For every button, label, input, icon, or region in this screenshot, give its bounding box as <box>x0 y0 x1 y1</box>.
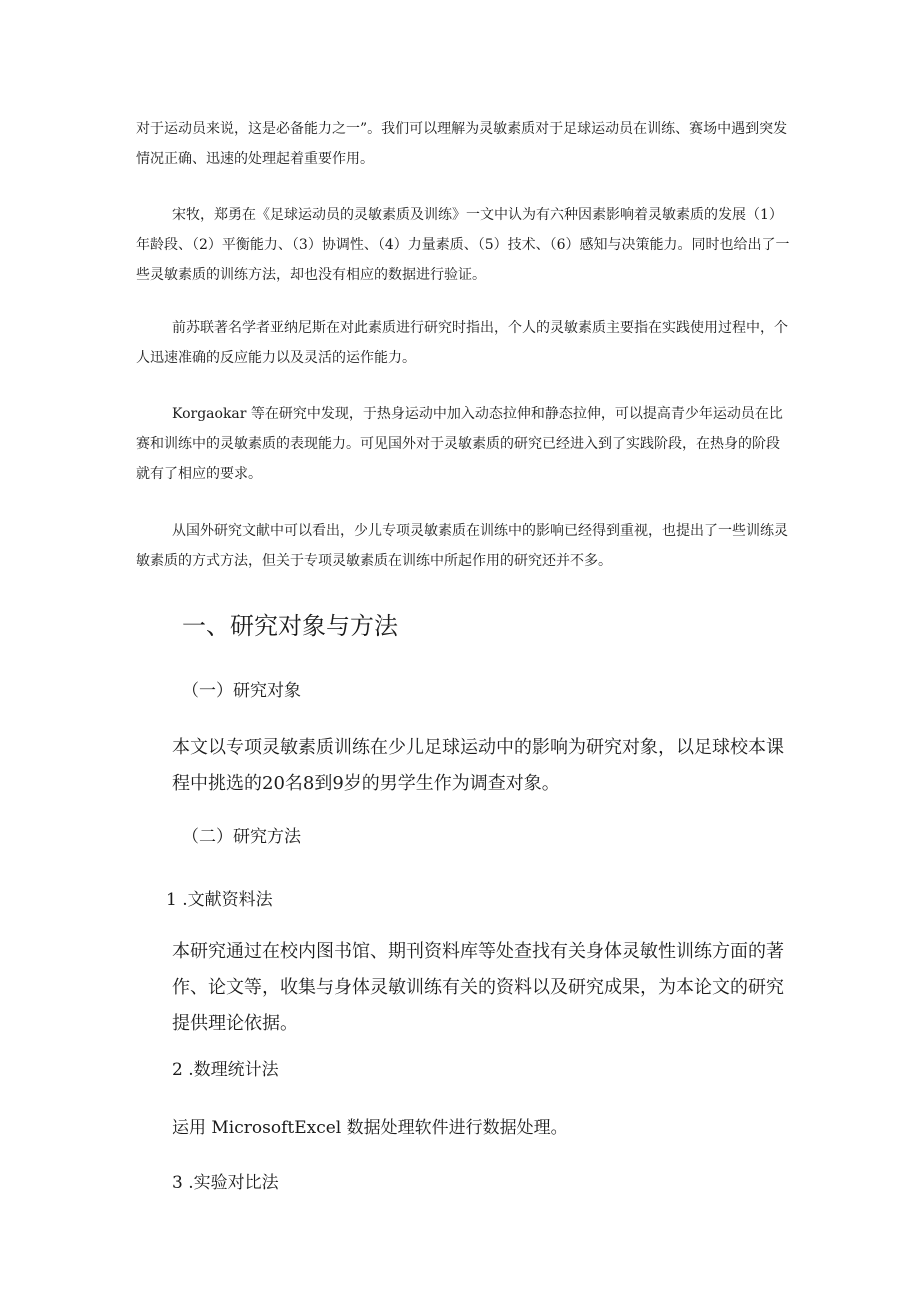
paragraph-1: 对于运动员来说，这是必备能力之一”。我们可以理解为灵敏素质对于足球运动员在训练、赛场中遇到突发情况正确、迅速的处理起着重要作用。 <box>136 121 788 167</box>
paragraph-4: Korgaokar 等在研究中发现，于热身运动中加入动态拉伸和静态拉伸，可以提高青少年运动员在比赛和训练中的灵敏素质的表现能力。可见国外对于灵敏素质的研究已经进入到了实践阶段，在热身的阶段就有了相应的要求。 <box>136 406 783 482</box>
method-item-1-text: 本研究通过在校内图书馆、期刊资料库等处查找有关身体灵敏性训练方面的著作、论文等，收集与身体灵敏训练有关的资料以及研究成果，为本论文的研究提供理论依据。 <box>172 941 784 1034</box>
method-item-3: 3 .实验对比法 <box>172 1173 279 1193</box>
subsection-heading-2: （二）研究方法 <box>182 827 301 847</box>
section-heading: 一、研究对象与方法 <box>182 612 398 640</box>
method-item-1: 1 .文献资料法 <box>166 890 273 910</box>
method-item-2-text: 运用 MicrosoftExcel 数据处理软件进行数据处理。 <box>172 1118 568 1138</box>
paragraph-2: 宋牧，郑勇在《足球运动员的灵敏素质及训练》一文中认为有六种因素影响着灵敏素质的发展（1）年龄段、（2）平衡能力、（3）协调性、（4）力量素质、（5）技术、（6）感知与决策能力。同时也给出了一些灵敏素质的训练方法，却也没有相应的数据进行验证。 <box>136 207 790 283</box>
paragraph-5: 从国外研究文献中可以看出，少儿专项灵敏素质在训练中的影响已经得到重视，也提出了一些训练灵敏素质的方式方法，但关于专项灵敏素质在训练中所起作用的研究还并不多。 <box>136 523 788 569</box>
subsection-heading-1: （一）研究对象 <box>182 681 301 701</box>
method-item-2: 2 .数理统计法 <box>172 1060 279 1080</box>
subsection-1-text: 本文以专项灵敏素质训练在少儿足球运动中的影响为研究对象，以足球校本课程中挑选的20名8到9岁的男学生作为调查对象。 <box>172 737 784 794</box>
paragraph-3: 前苏联著名学者亚纳尼斯在对此素质进行研究时指出，个人的灵敏素质主要指在实践使用过程中，个人迅速准确的反应能力以及灵活的运作能力。 <box>136 320 788 366</box>
